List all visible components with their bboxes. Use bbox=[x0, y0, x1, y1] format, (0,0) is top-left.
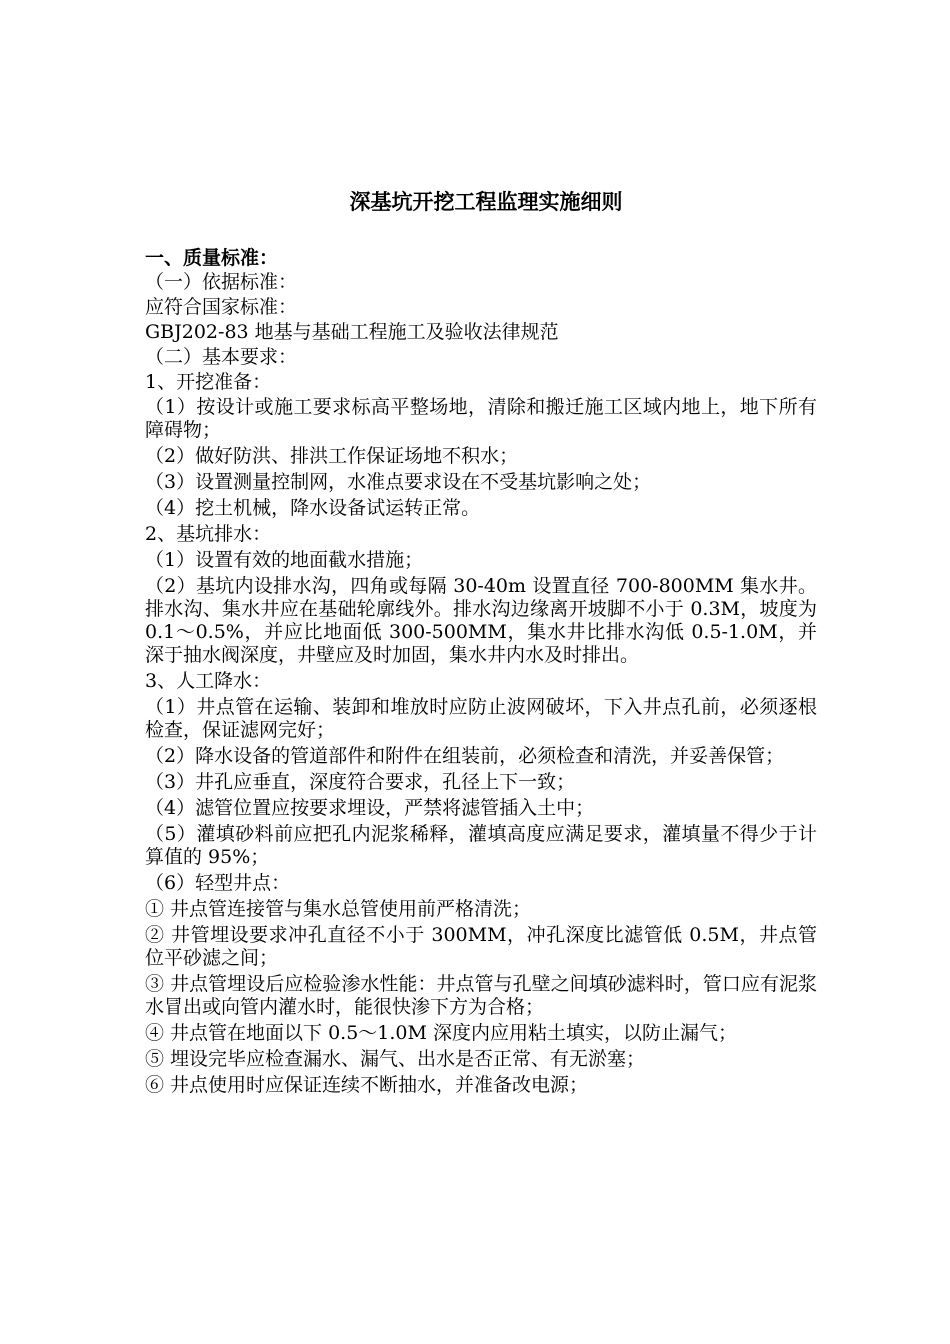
paragraph: ① 井点管连接管与集水总管使用前严格清洗； bbox=[145, 898, 532, 920]
paragraph: （5）灌填砂料前应把孔内泥浆稀释，灌填高度应满足要求，灌填量不得少于计算值的 95%； bbox=[145, 823, 817, 868]
paragraph: 应符合国家标准： bbox=[145, 296, 298, 318]
document-title: 深基坑开挖工程监理实施细则 bbox=[349, 189, 623, 214]
paragraph: （2）降水设备的管道部件和附件在组装前，必须检查和清洗，并妥善保管； bbox=[145, 745, 785, 767]
paragraph: （4）滤管位置应按要求埋设，严禁将滤管插入土中； bbox=[145, 797, 595, 819]
paragraph: （1）设置有效的地面截水措施； bbox=[145, 549, 424, 571]
paragraph: ⑥ 井点使用时应保证连续不断抽水，并准备改电源； bbox=[145, 1074, 589, 1096]
paragraph: （3）设置测量控制网，水准点要求设在不受基坑影响之处； bbox=[145, 471, 652, 493]
paragraph: 3、人工降水： bbox=[145, 670, 272, 692]
paragraph: （二）基本要求： bbox=[145, 346, 298, 368]
paragraph: （一）依据标准： bbox=[145, 271, 298, 293]
paragraph: ② 井管埋设要求冲孔直径不小于 300MM，冲孔深度比滤管低 0.5M，井点管位平砂滤之间； bbox=[145, 924, 817, 969]
paragraph: （4）挖土机械，降水设备试运转正常。 bbox=[145, 497, 481, 519]
document-page bbox=[145, 187, 824, 1100]
paragraph: （3）井孔应垂直，深度符合要求，孔径上下一致； bbox=[145, 771, 576, 793]
paragraph: ③ 井点管埋设后应检验渗水性能：井点管与孔壁之间填砂滤料时，管口应有泥浆水冒出或向管内灌水时，能很快渗下方为合格； bbox=[145, 973, 817, 1018]
paragraph: 2、基坑排水： bbox=[145, 523, 272, 545]
paragraph: ⑤ 埋设完毕应检查漏水、漏气、出水是否正常、有无淤塞； bbox=[145, 1048, 646, 1070]
paragraph: GBJ202-83 地基与基础工程施工及验收法律规范 bbox=[145, 321, 559, 343]
paragraph: ④ 井点管在地面以下 0.5～1.0M 深度内应用粘土填实，以防止漏气； bbox=[145, 1022, 738, 1044]
paragraph: （2）基坑内设排水沟，四角或每隔 30-40m 设置直径 700-800MM 集水井。排水沟、集水井应在基础轮廓线外。排水沟边缘离开坡脚不小于 0.3M，坡度为 0.1～0.5%，并应比地面低 300-500MM，集水井比排水沟低 0.5-1.0M，并深于抽水阀深度，井壁应及时加固，集水井内水及时排出。 bbox=[145, 575, 824, 666]
section-heading-quality-standards: 一、质量标准： bbox=[145, 247, 279, 269]
paragraph: （1）按设计或施工要求标高平整场地，清除和搬迁施工区域内地上，地下所有障碍物； bbox=[145, 396, 817, 441]
paragraph: （6）轻型井点： bbox=[145, 872, 291, 894]
paragraph: （2）做好防洪、排洪工作保证场地不积水； bbox=[145, 445, 519, 467]
paragraph: 1、开挖准备： bbox=[145, 371, 272, 393]
paragraph: （1）井点管在运输、装卸和堆放时应防止波网破坏，下入井点孔前，必须逐根检查，保证滤网完好； bbox=[145, 696, 817, 741]
